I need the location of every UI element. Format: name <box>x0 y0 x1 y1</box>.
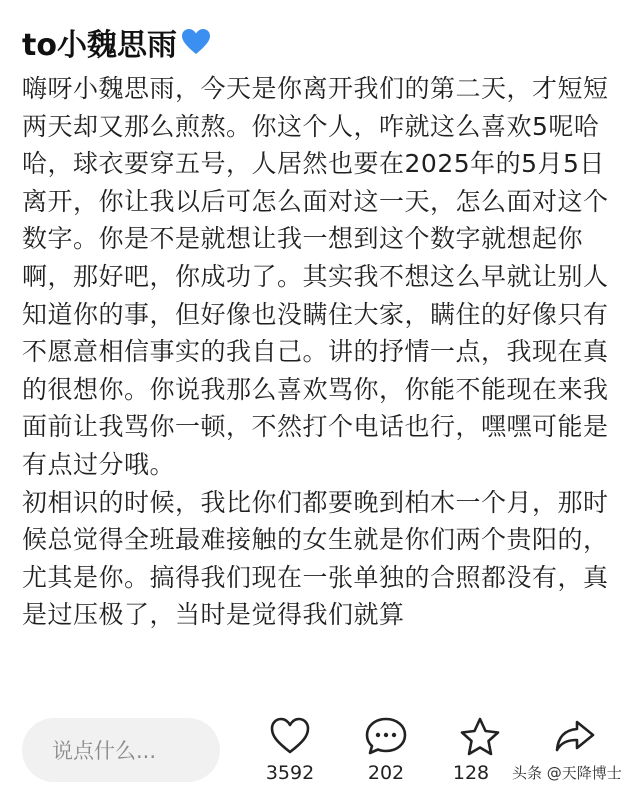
comment-placeholder: 说点什么... <box>52 739 157 763</box>
share-arrow-icon <box>553 716 597 756</box>
favorite-button[interactable] <box>445 712 515 792</box>
post-paragraph: 初相识的时候，我比你们都要晚到柏木一个月，那时候总觉得全班最难接触的女生就是你们两个贵阳的，尤其是你。搞得我们现在一张单独的合照都没有，真是过压极了，当时是觉得我们就算 <box>22 487 609 630</box>
like-button[interactable] <box>255 712 325 792</box>
watermark-text: 头条 @天降博士 <box>512 764 622 782</box>
watermark <box>512 762 622 783</box>
post-title-text: to小魏思雨 <box>22 28 177 63</box>
interaction-bar <box>0 702 640 796</box>
comment-bubble-icon <box>364 716 408 756</box>
post-title <box>22 20 211 64</box>
comment-count: 202 <box>367 762 405 784</box>
post-paragraph: 嗨呀小魏思雨，今天是你离开我们的第二天，才短短两天却又那么煎熬。你这个人，咋就这么喜欢5呢哈哈，球衣要穿五号，人居然也要在2025年的5月5日离开，你让我以后可怎么面对这一天，怎么面对这个数字。你是不是就想让我一想到这个数字就想起你啊，那好吧，你成功了。其实我不想这么早就让别人知道你的事，但好像也没瞒住大家，瞒住的好像只有不愿意相信事实的我自己。讲的抒情一点，我现在真的很想你。你说我那么喜欢骂你，你能不能现在来我面前让我骂你一顿，不然打个电话也行，嘿嘿可能是有点过分哦。 <box>22 74 609 479</box>
comment-button[interactable] <box>351 712 421 792</box>
favorite-count: 128 <box>452 762 490 784</box>
heart-icon <box>269 716 311 756</box>
comment-input[interactable] <box>22 718 220 782</box>
like-count: 3592 <box>265 762 315 784</box>
blue-heart-icon <box>181 28 211 56</box>
post-body <box>22 70 626 710</box>
star-icon <box>458 716 502 758</box>
